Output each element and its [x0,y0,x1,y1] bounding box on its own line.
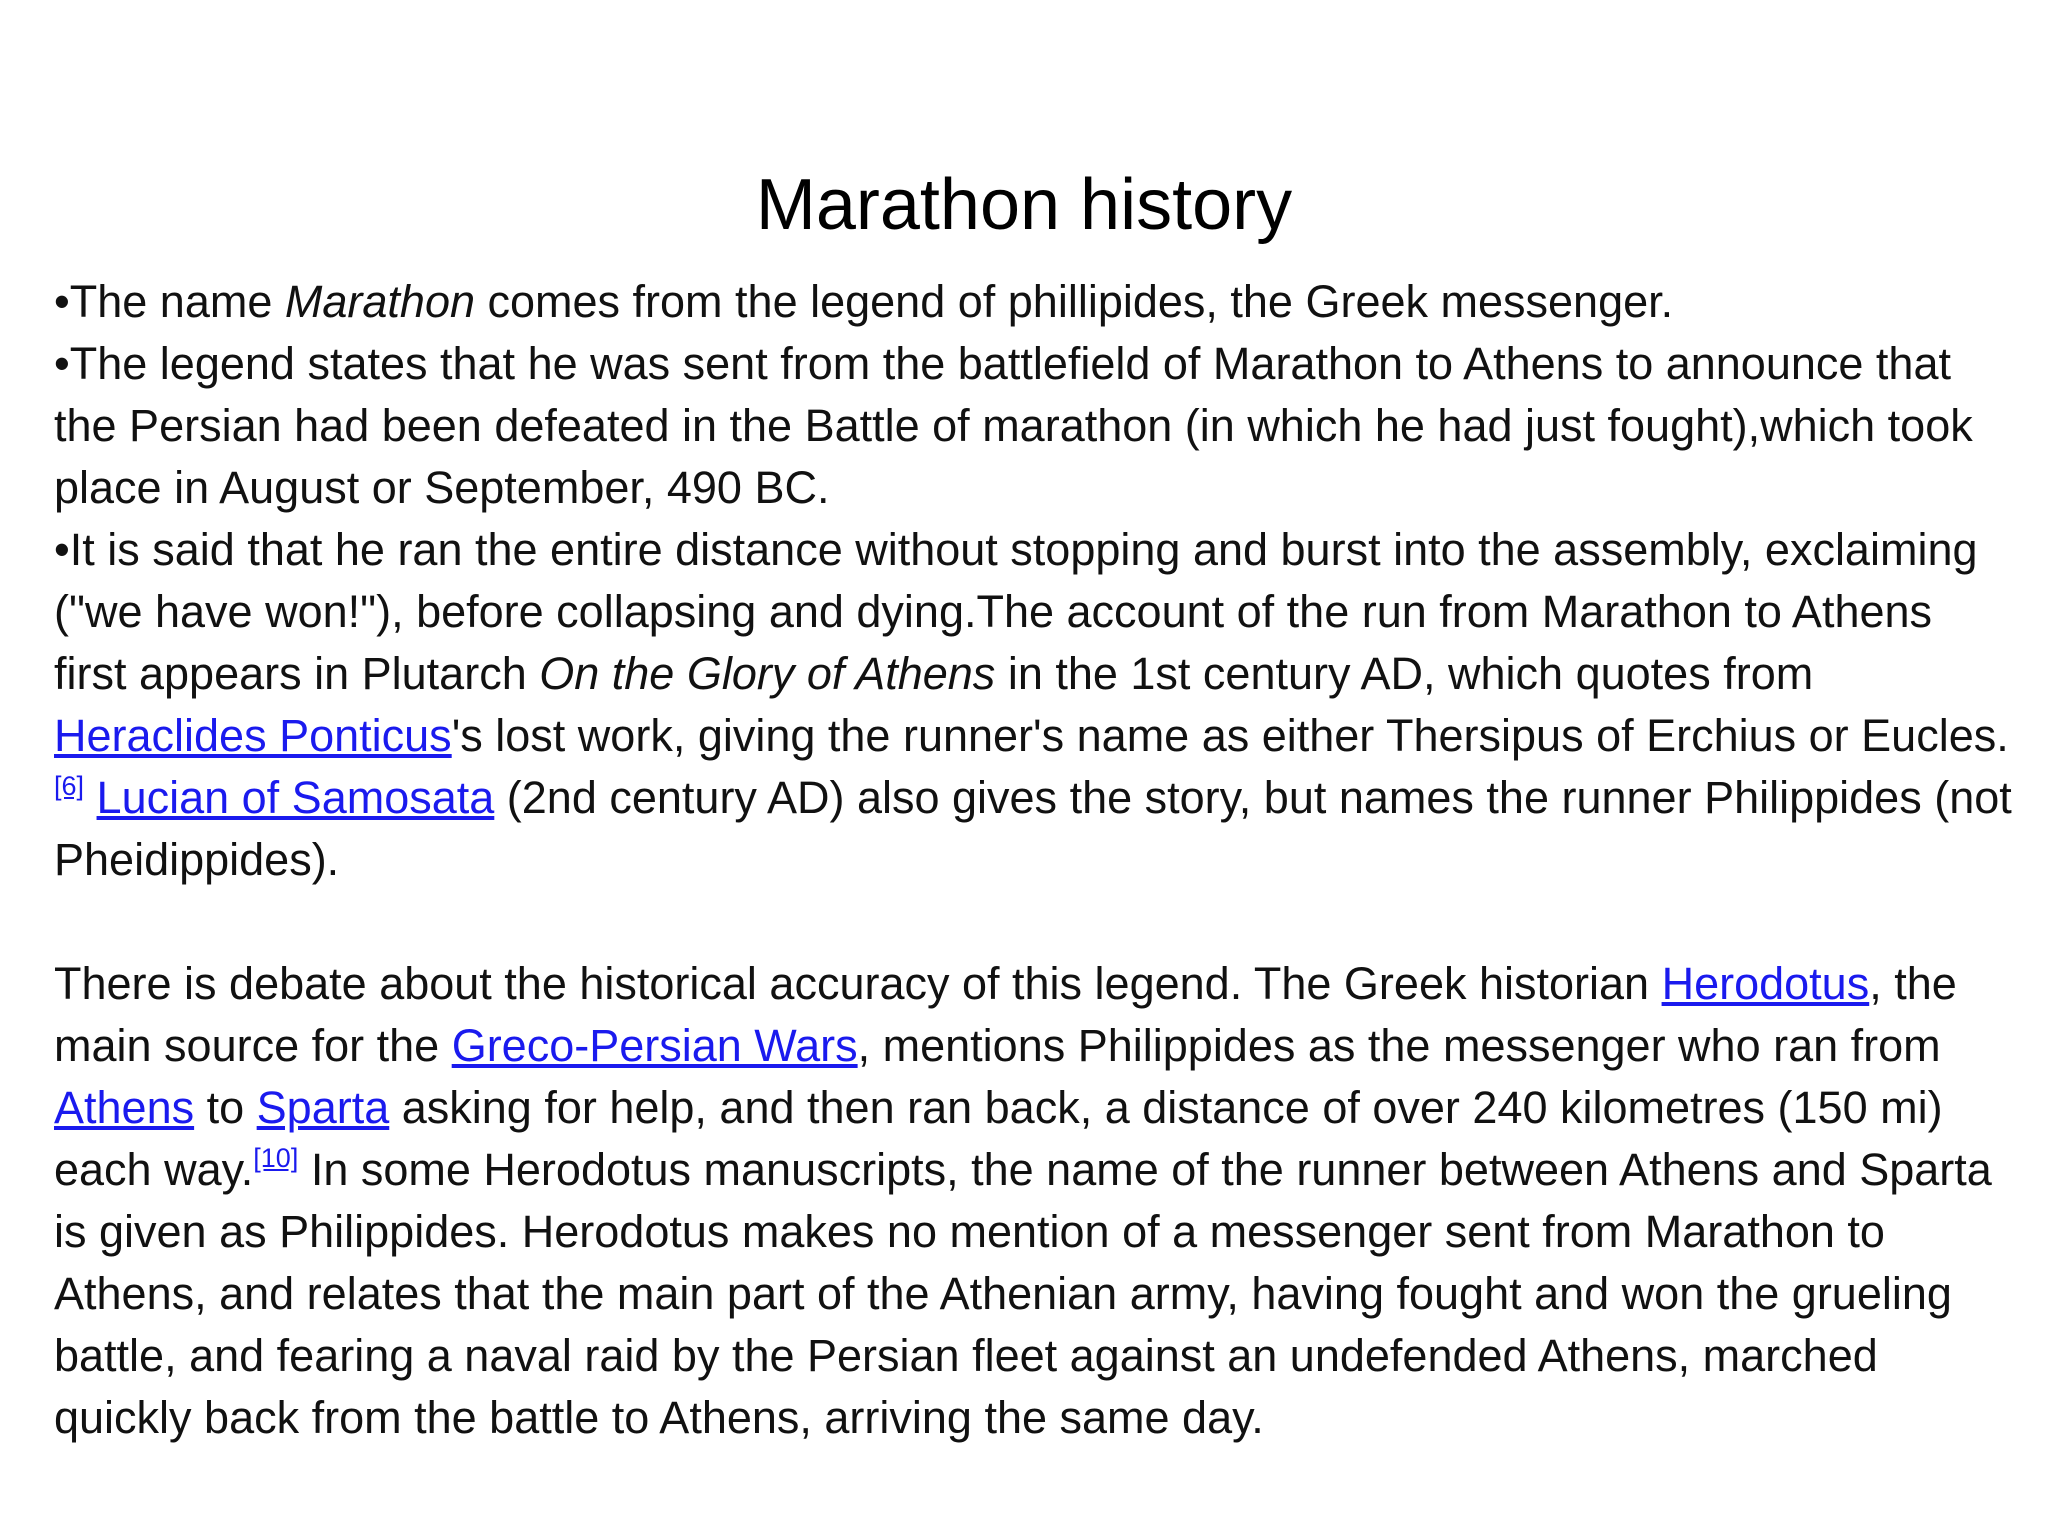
link-greco-persian-wars[interactable]: Greco-Persian Wars [451,1020,858,1071]
link-herodotus[interactable]: Herodotus [1661,958,1870,1009]
link-sparta[interactable]: Sparta [256,1082,390,1133]
link-athens[interactable]: Athens [54,1082,195,1133]
bullet-paragraph-2 [54,333,2014,519]
paragraph-gap [54,891,2014,953]
text-run: , the main source for the [54,958,1957,1071]
italic-work-title: On the Glory of Athens [539,648,996,699]
text-run: , mentions Philippides as the messenger who ran from [857,1020,1941,1071]
paragraph-debate [54,953,2014,1449]
text-run: in the 1st century AD, which quotes from [995,648,1814,699]
reference-10-link[interactable]: [10] [253,1143,299,1173]
bullet-marker: • [54,276,70,327]
text-run: comes from the legend of phillipides, the Greek messenger. [475,276,1674,327]
text-run: (2nd century AD) also gives the story, but names the runner Philippides (not Pheidippides). [54,772,2012,885]
text-run [84,772,97,823]
bullet-paragraph-3 [54,519,2014,891]
link-lucian-of-samosata[interactable]: Lucian of Samosata [96,772,495,823]
link-heraclides-ponticus[interactable]: Heraclides Ponticus [54,710,452,761]
text-run: asking for help, and then ran back, a distance of over 240 kilometres (150 mi) each way. [54,1082,1943,1195]
bullet-marker: • [54,524,70,575]
bullet-marker: • [54,338,70,389]
text-run: It is said that he ran the entire distance without stopping and burst into the assembly, exclaiming ("we have won!"), before collapsing and dying.The account of the run from Marathon to Athens first appears in Plutarch [54,524,1978,699]
bullet-paragraph-1 [54,271,2014,333]
text-run: The name [69,276,285,327]
text-run: 's lost work, giving the runner's name as either Thersipus of Erchius or Eucles. [451,710,2009,761]
text-run: The legend states that he was sent from the battlefield of Marathon to Athens to announce that the Persian had been defeated in the Battle of marathon (in which he had just fought),which took place in August or September, 490 BC. [54,338,1973,513]
italic-term-marathon: Marathon [284,276,475,327]
reference-6-link[interactable]: [6] [54,771,85,801]
text-run: There is debate about the historical accuracy of this legend. The Greek historian [54,958,1662,1009]
text-run: In some Herodotus manuscripts, the name of the runner between Athens and Sparta is given as Philippides. Herodotus makes no mention of a messenger sent from Marathon to Athens, and relates that the main part of the Athenian army, having fought and won the grueling battle, and fearing a naval raid by the Persian fleet against an undefended Athens, marched quickly back from the battle to Athens, arriving the same day. [54,1144,1992,1443]
slide-body [54,271,2014,1449]
text-run: to [194,1082,257,1133]
slide-title: Marathon history [755,165,1293,246]
